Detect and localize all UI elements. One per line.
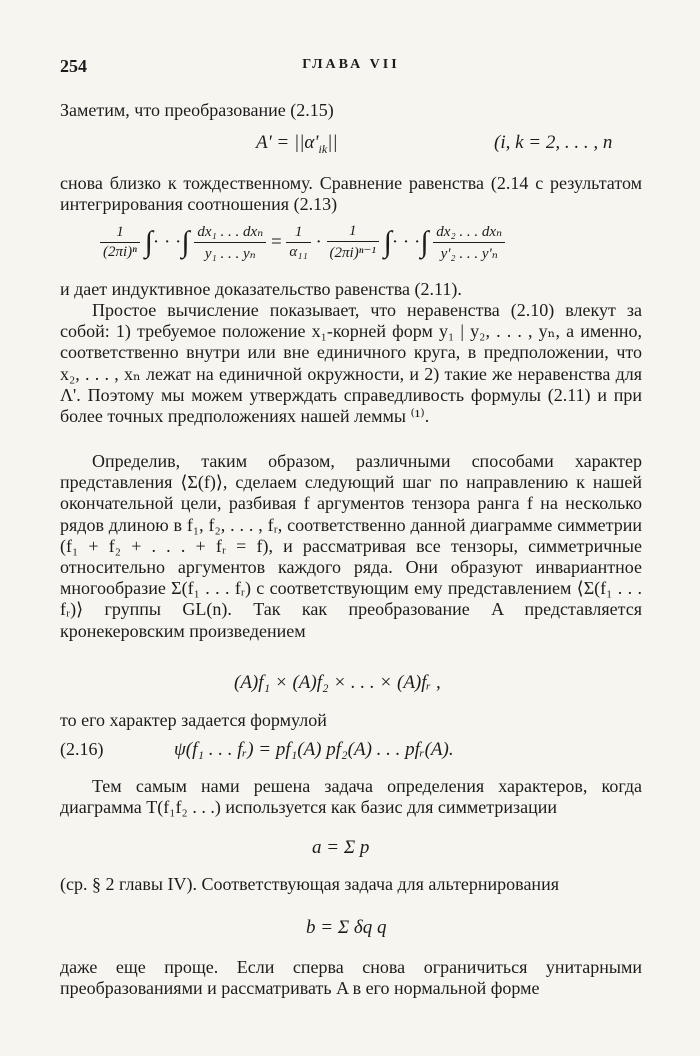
formula-2-15 <box>256 132 338 157</box>
formula-2-15-close: || <box>327 132 338 153</box>
formula-alternation: b = Σ δq q <box>306 917 387 938</box>
formula-integral-relation <box>100 222 505 263</box>
formula-2-16: ψ(f₁ . . . fᵣ) = pf₁(A) pf₂(A) . . . pfᵣ(A). <box>174 739 454 760</box>
coef-1: $\frac{1}{\text{(2πi)ⁿ}}$ <box>100 224 140 261</box>
page-header <box>60 56 642 80</box>
integral-dots-1: · · · <box>152 231 182 253</box>
paragraph-7: Тем самым нами решена задача определения характеров, когда диаграмма T(f₁f₂ . . .) используется как базис для симметризации <box>60 776 642 818</box>
integrand-1: $\frac{\text{dx₁ . . . dxₙ}}{\text{y₁ . . . yₙ}}$ <box>194 222 266 263</box>
integral-sign-4: ∫ <box>420 225 429 259</box>
dot-operator: · <box>315 231 322 253</box>
coef-3: $\frac{1}{\text{(2πi)ⁿ⁻¹}}$ <box>327 223 379 262</box>
paragraph-5: Определив, таким образом, различными способами характер представления ⟨Σ(f)⟩, сделаем следующий шаг по направлению к нашей окончательной цели, разбивая f аргументов тензора ранга f на несколько рядов длиною в f₁, f₂, . . . , fᵣ, соответственно данной диаграмме симметрии (f₁ + f₂ + . . . + fᵣ = f), и рассматривая все тензоры, симметричные относительно аргументов каждого ряда. Они образуют инвариантное многообразие Σ(f₁ . . . fᵣ) с соответствующим ему представлением ⟨Σ(f₁ . . . fᵣ)⟩ группы GL(n). Так как преобразование A представляется кронекеровским произведением <box>60 451 642 641</box>
paragraph-9: даже еще проще. Если сперва снова ограничиться унитарными преобразованиями и рассматривать A в его нормальной форме <box>60 957 642 999</box>
paragraph-2: снова близко к тождественному. Сравнение равенства (2.14 с результатом интегрирования соотношения (2.13) <box>60 173 642 215</box>
formula-2-15-lhs: A' = ||α' <box>256 132 319 153</box>
integrand-2: $\frac{\text{dx₂ . . . dxₙ}}{\text{y'₂ . . . y'ₙ}}$ <box>433 222 505 263</box>
page-number: 254 <box>60 56 87 76</box>
formula-2-15-range: (i, k = 2, . . . , n <box>494 132 613 153</box>
integral-sign-1: ∫ <box>144 225 153 259</box>
formula-kronecker-product: (A)f₁ × (A)f₂ × . . . × (A)fᵣ , <box>234 672 441 693</box>
formula-2-15-sub: ik <box>318 141 328 156</box>
paragraph-3: и дает индуктивное доказательство равенства (2.11). <box>60 279 462 299</box>
paragraph-8: (ср. § 2 главы IV). Соответствующая задача для альтернирования <box>60 874 559 894</box>
formula-symmetrization: a = Σ p <box>312 837 370 858</box>
coef-2: $\frac{1}{\text{α₁₁}}$ <box>286 224 310 261</box>
paragraph-1: Заметим, что преобразование (2.15) <box>60 100 334 120</box>
chapter-title: ГЛАВА VII <box>302 57 400 72</box>
integral-sign-2: ∫ <box>181 225 190 259</box>
paragraph-6: то его характер задается формулой <box>60 710 327 730</box>
paragraph-4: Простое вычисление показывает, что неравенства (2.10) влекут за собой: 1) требуемое положение x₁-корней форм y₁ | y₂, . . . , yₙ, а именно, соответственно внутри или вне единичного круга, в предположении, что x₂, . . . , xₙ лежат на единичной окружности, и 2) такие же неравенства для Λ'. Поэтому мы можем утверждать справедливость формулы (2.11) и при более точных предположениях нашей леммы ⁽¹⁾. <box>60 300 642 427</box>
equals-sign: = <box>270 231 282 253</box>
equation-number-2-16: (2.16) <box>60 739 104 759</box>
integral-dots-2: · · · <box>391 231 421 253</box>
integral-sign-3: ∫ <box>383 225 392 259</box>
